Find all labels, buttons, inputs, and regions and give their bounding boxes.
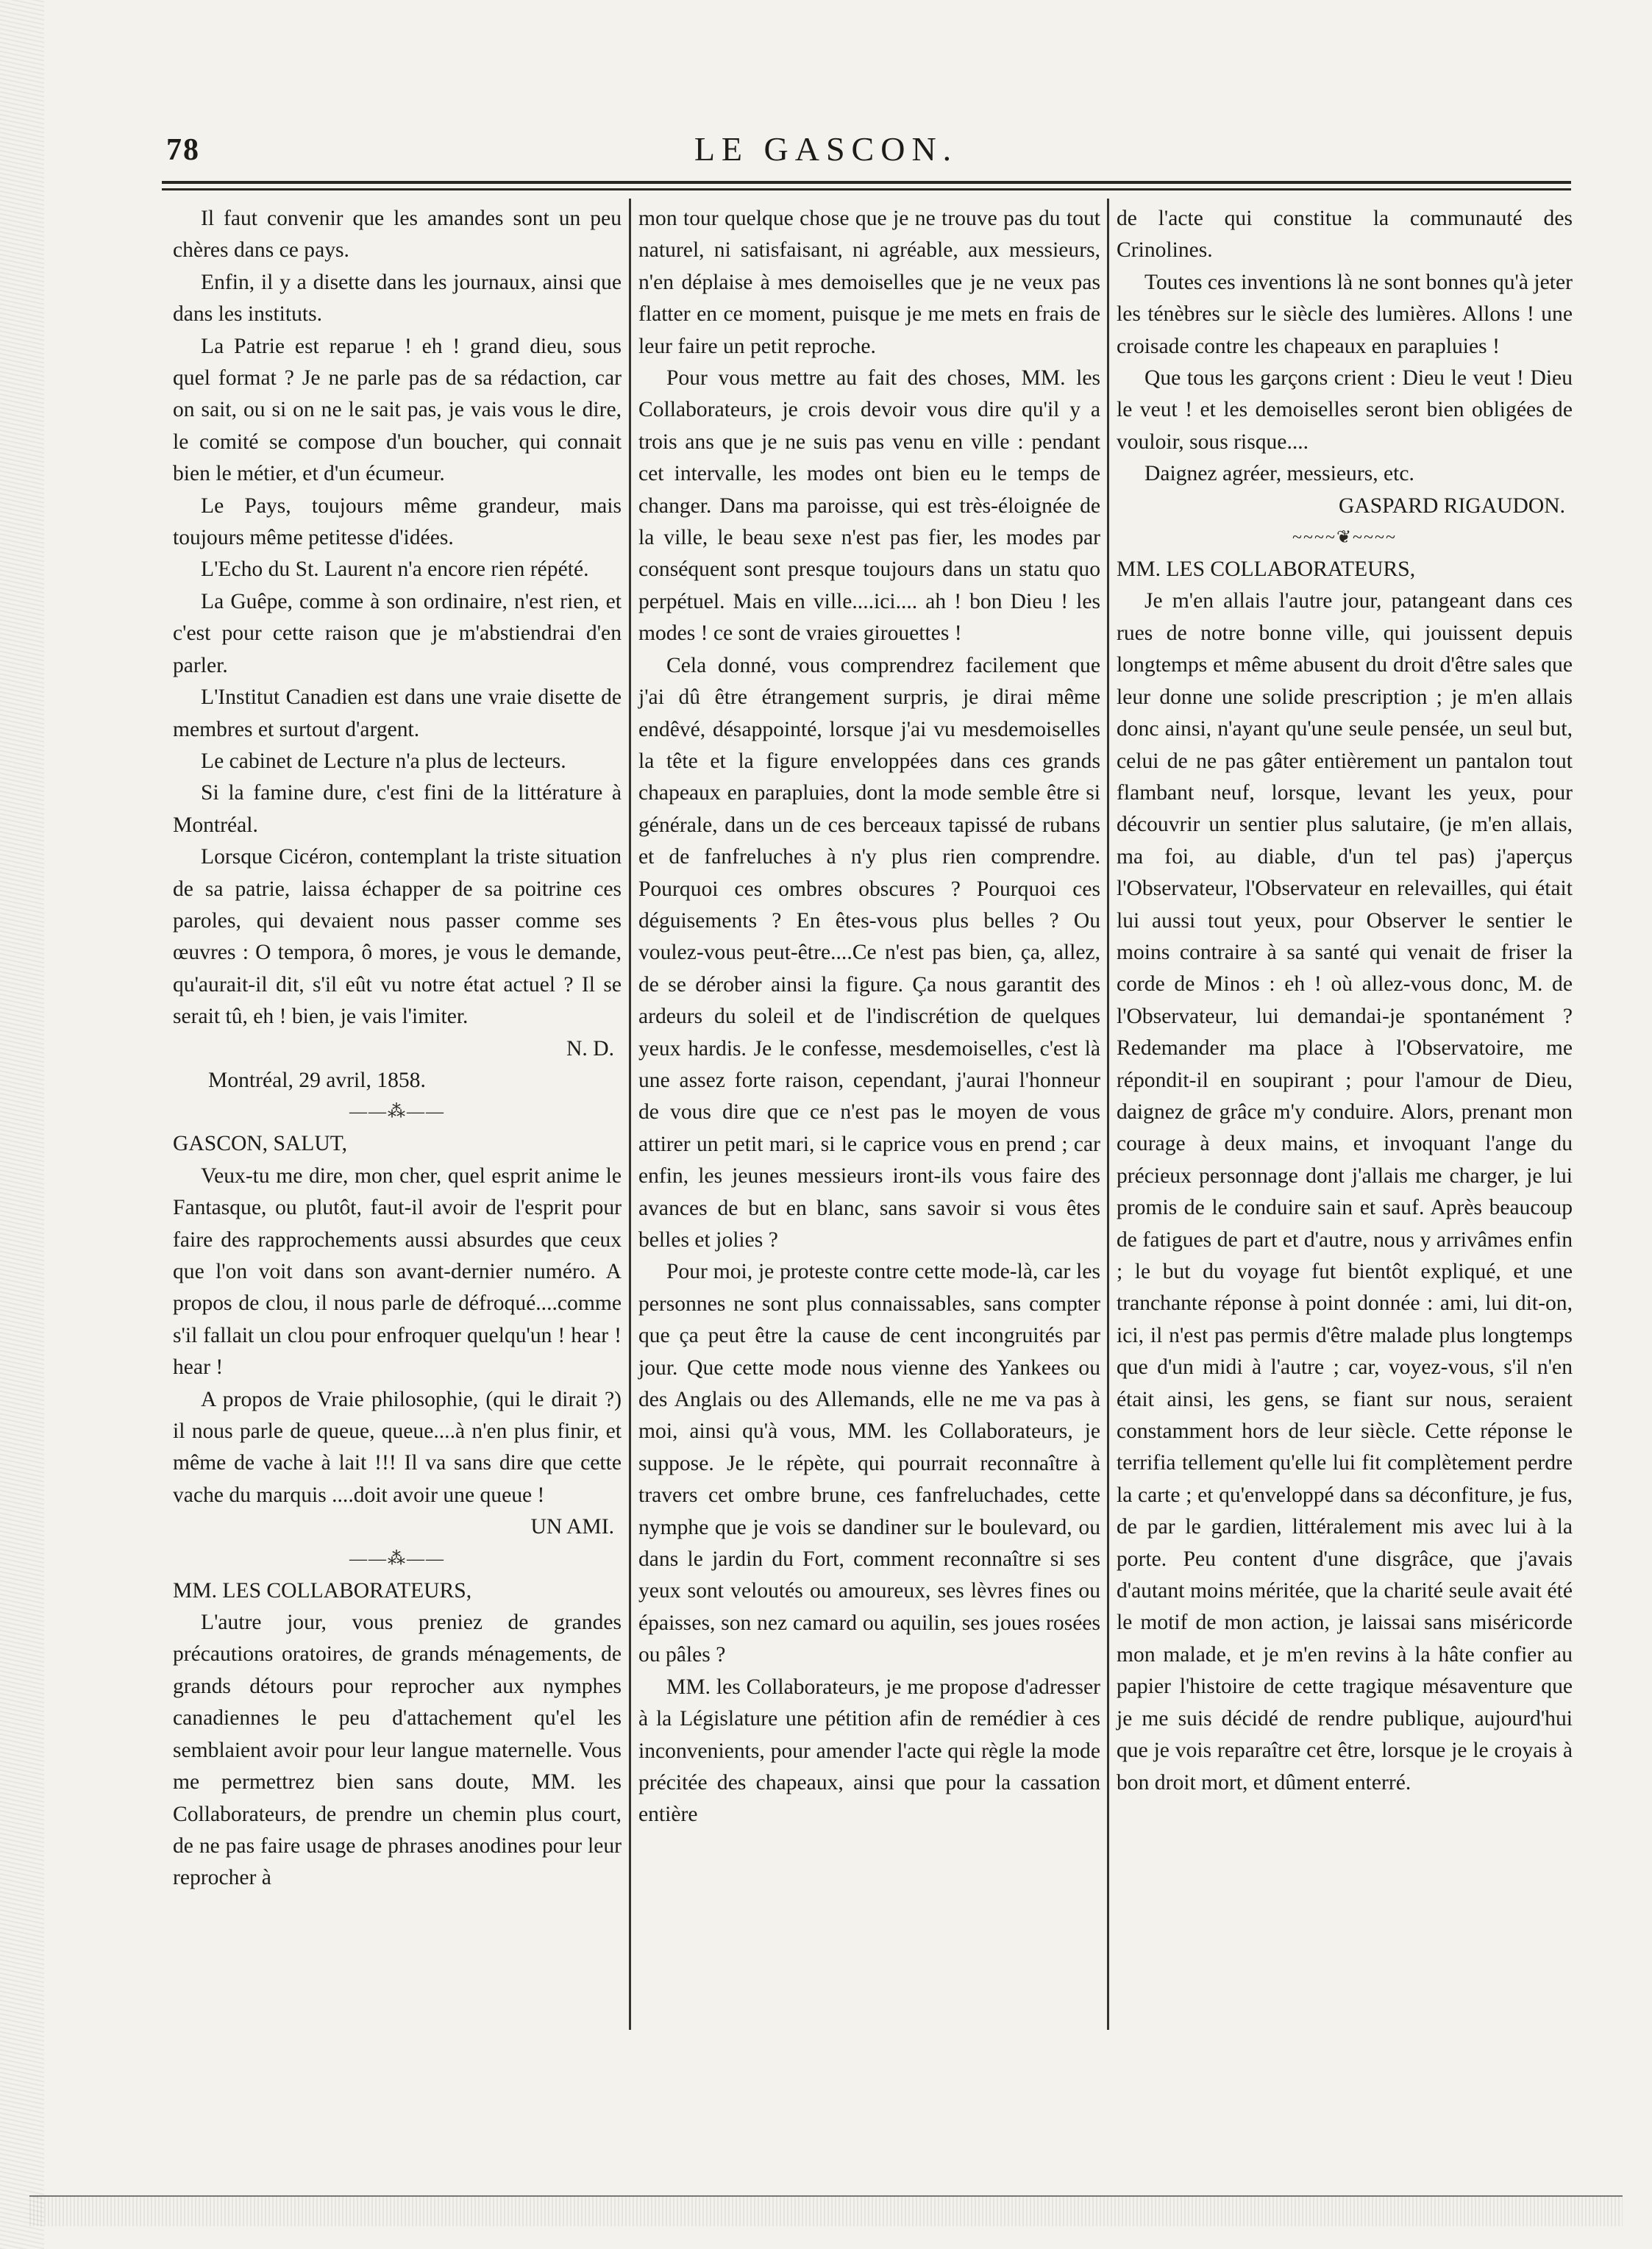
paragraph: de l'acte qui constitue la communauté des Crinolines.: [1117, 207, 1573, 263]
paragraph: Le Pays, toujours même grandeur, mais toujours même petitesse d'idées.: [173, 493, 622, 550]
paragraph: La Guêpe, comme à son ordinaire, n'est rien, et c'est pour cette raison que je m'abstiendrai d'en parler.: [173, 589, 622, 677]
section-separator: ——⁂——: [349, 1549, 445, 1569]
dateline: Montréal, 29 avril, 1858.: [208, 1068, 426, 1092]
column-divider-1: [629, 199, 631, 2030]
section-separator: ~~~~❦~~~~: [1292, 528, 1397, 548]
salutation: MM. LES COLLABORATEURS,: [173, 1578, 472, 1603]
masthead-title: LE GASCON.: [694, 130, 958, 168]
column-1: [173, 203, 622, 1895]
paragraph: Le cabinet de Lecture n'a plus de lecteurs.: [201, 749, 566, 773]
paragraph: Veux-tu me dire, mon cher, quel esprit anime le Fantasque, ou plutôt, faut-il avoir de l'esprit pour faire des rapprochements aussi absurdes que ceux que l'on voit dans son avant-dernier numéro. A propos de clou, il nous parle de défroqué....comme s'il fallait un clou pour enfroquer quelqu'un ! hear ! hear !: [173, 1163, 622, 1380]
paragraph: La Patrie est reparue ! eh ! grand dieu, sous quel format ? Je ne parle pas de sa rédaction, car on sait, ou si on ne le sait pas, je vais vous le dire, le comité se compose d'un boucher, qui connait bien le métier, et d'un écumeur.: [173, 334, 622, 486]
paragraph: A propos de Vraie philosophie, (qui le dirait ?) il nous parle de queue, queue....à n'en plus finir, et même de vache à lait !!! Il va sans dire que cette vache du marquis ....doit avoir une queue !: [173, 1387, 622, 1507]
paragraph: mon tour quelque chose que je ne trouve pas du tout naturel, ni satisfaisant, ni agréable, aux messieurs, n'en déplaise à mes demoiselles que je ne veux pas flatter en ce moment, puisque je me mets en frais de leur faire un petit reproche.: [638, 207, 1100, 358]
header-rule: [162, 181, 1571, 190]
signature: UN AMI.: [530, 1515, 614, 1539]
paragraph: L'autre jour, vous preniez de grandes précautions oratoires, de grands ménagements, de grands détours pour reprocher aux nymphes canadiennes le peu d'attachement qu'el les semblaient avoir pour leur langue maternelle. Vous me permettrez bien sans doute, MM. les Collaborateurs, de prendre un chemin plus court, de ne pas faire usage de phrases anodines pour leur reprocher à: [173, 1611, 622, 1890]
salutation: MM. LES COLLABORATEURS,: [1117, 557, 1416, 582]
paragraph: Il faut convenir que les amandes sont un peu chères dans ce pays.: [173, 207, 622, 263]
paragraph: Toutes ces inventions là ne sont bonnes qu'à jeter les ténèbres sur le siècle des lumières. Allons ! une croisade contre les chapeaux en parapluies !: [1117, 270, 1573, 358]
scan-edge-speckle: [0, 0, 44, 2249]
paragraph: Enfin, il y a disette dans les journaux, ainsi que dans les instituts.: [173, 270, 622, 327]
section-separator: ——⁂——: [349, 1102, 445, 1122]
paragraph: Pour moi, je proteste contre cette mode-là, car les personnes ne sont plus connaissables, sans compter que ça peut être la cause de cent incongruités par jour. Que cette mode nous vienne des Yankees ou des Anglais ou des Allemands, elle ne me va pas à moi, ainsi qu'à vous, MM. les Collaborateurs, je suppose. Je le répète, qui pourrait reconnaître à travers cet ombre brune, ces fanfreluchades, cette nymphe que je vois se dandiner sur le boulevard, ou dans le jardin du Fort, comment reconnaître si ses yeux sont veloutés ou amoureux, ses lèvres fines ou épaisses, son nez camard ou aquilin, ses joues rosées ou pâles ?: [638, 1260, 1100, 1667]
paragraph: MM. les Collaborateurs, je me propose d'adresser à la Législature une pétition afin de remédier à ces inconvenients, pour amender l'acte qui règle la mode précitée des chapeaux, ainsi que pour la cassation entière: [638, 1675, 1100, 1827]
paragraph: Si la famine dure, c'est fini de la littérature à Montréal.: [173, 781, 622, 837]
paragraph: Daignez agréer, messieurs, etc.: [1144, 462, 1414, 486]
column-divider-2: [1107, 199, 1109, 2030]
paragraph: Je m'en allais l'autre jour, patangeant dans ces rues de notre bonne ville, qui jouissent depuis longtemps et même abusent du droit d'être sales que leur donne une solide prescription ; je m'en allais donc ainsi, n'ayant qu'une seule pensée, un seul but, celui de ne pas gâter entièrement un pantalon tout flambant neuf, lorsque, levant les yeux, pour découvrir un sentier plus salutaire, (je m'en allais, ma foi, au diable, d'un tel pas) j'aperçus l'Observateur, l'Observateur en relevailles, qui était lui aussi tout yeux, pour Observer le sentier le moins contraire à sa santé qui venait de friser la corde de Minos : eh ! où allez-vous donc, M. de l'Observateur, lui demandai-je spontanément ? Redemander ma place à l'Observatoire, me répondit-il en soupirant ; pour l'amour de Dieu, daignez de grâce m'y conduire. Alors, prenant mon courage à deux mains, et invoquant l'ange du précieux personnage dont j'allais me charger, je lui promis de le conduire sain et sauf. Après beaucoup de fatigues de part et d'autre, nous y arrivâmes enfin ; le but du voyage fut bientôt expliqué, et une tranchante réponse à point donnée : ami, lui dit-on, ici, il n'est pas permis d'être malade plus longtemps que d'un midi à l'autre ; car, voyez-vous, s'il n'en était ainsi, les gens, se fiant sur nous, seraient constamment hors de leur siècle. Cette réponse le terrifia tellement qu'elle lui fit complètement perdre la carte ; et qu'enveloppé dans sa déconfiture, je fus, de par le gardien, littéralement mis avec lui à la porte. Peu content d'une disgrâce, que j'avais d'autant moins méritée, que la charité seule avait été le motif de mon action, je laissai sans miséricorde mon malade, et je m'en revins à la hâte confier au papier l'histoire de cette tragique mésaventure que je me suis décidé de rendre publique, aujourd'hui que je vois reparaître cet être, lorsque je le croyais à bon droit mort, et dûment enterré.: [1117, 589, 1573, 1794]
signature: GASPARD RIGAUDON.: [1338, 493, 1565, 518]
column-3: [1117, 203, 1573, 1799]
paragraph: Lorsque Cicéron, contemplant la triste situation de sa patrie, laissa échapper de sa poitrine ces paroles, qui devaient nous passer comme ses œuvres : O tempora, ô mores, je vous le demande, qu'aurait-il dit, s'il eût vu notre état actuel ? Il se serait tû, eh ! bien, je vais l'imiter.: [173, 845, 622, 1029]
paragraph: Que tous les garçons crient : Dieu le veut ! Dieu le veut ! et les demoiselles seront bien obligées de vouloir, sous risque....: [1117, 366, 1573, 454]
paragraph: L'Institut Canadien est dans une vraie disette de membres et surtout d'argent.: [173, 685, 622, 741]
paragraph: L'Echo du St. Laurent n'a encore rien répété.: [201, 557, 589, 582]
paragraph: Pour vous mettre au fait des choses, MM. les Collaborateurs, je crois devoir vous dire qu'il y a trois ans que je ne suis pas venu en ville : pendant cet intervalle, les modes ont bien eu le temps de changer. Dans ma paroisse, qui est très-éloignée de la ville, le beau sexe n'est pas fier, les modes par conséquent sont presque toujours dans un statu quo perpétuel. Mais en ville....ici.... ah ! bon Dieu ! les modes ! ce sont de vraies girouettes !: [638, 366, 1100, 646]
salutation: GASCON, SALUT,: [173, 1132, 348, 1156]
column-2: [638, 203, 1100, 1831]
scan-bottom-edge: [29, 2195, 1623, 2226]
page-number: 78: [166, 133, 200, 167]
signature: N. D.: [566, 1036, 614, 1061]
paragraph: Cela donné, vous comprendrez facilement que j'ai dû être étrangement surpris, je dirai même endêvé, désappointé, lorsque j'ai vu mesdemoiselles la tête et la figure enveloppées dans ces grands chapeaux en parapluies, dont la mode semble être si générale, dans un de ces berceaux tapissé de rubans et de fanfreluches à n'y plus rien comprendre. Pourquoi ces ombres obscures ? Pourquoi ces déguisements ? En êtes-vous plus belles ? Ou voulez-vous peut-être....Ce n'est pas bien, ça, allez, de se dérober ainsi la figure. Ça nous garantit des ardeurs du soleil et de l'indiscrétion de quelques yeux hardis. Je le confesse, mesdemoiselles, c'est là une assez forte raison, cependant, j'aurai l'honneur de vous dire que ce n'est pas le moyen de vous attirer un petit mari, si le caprice vous en prend ; car enfin, les jeunes messieurs iront-ils vous faire des avances de but en blanc, sans savoir si vous êtes belles et jolies ?: [638, 653, 1100, 1252]
